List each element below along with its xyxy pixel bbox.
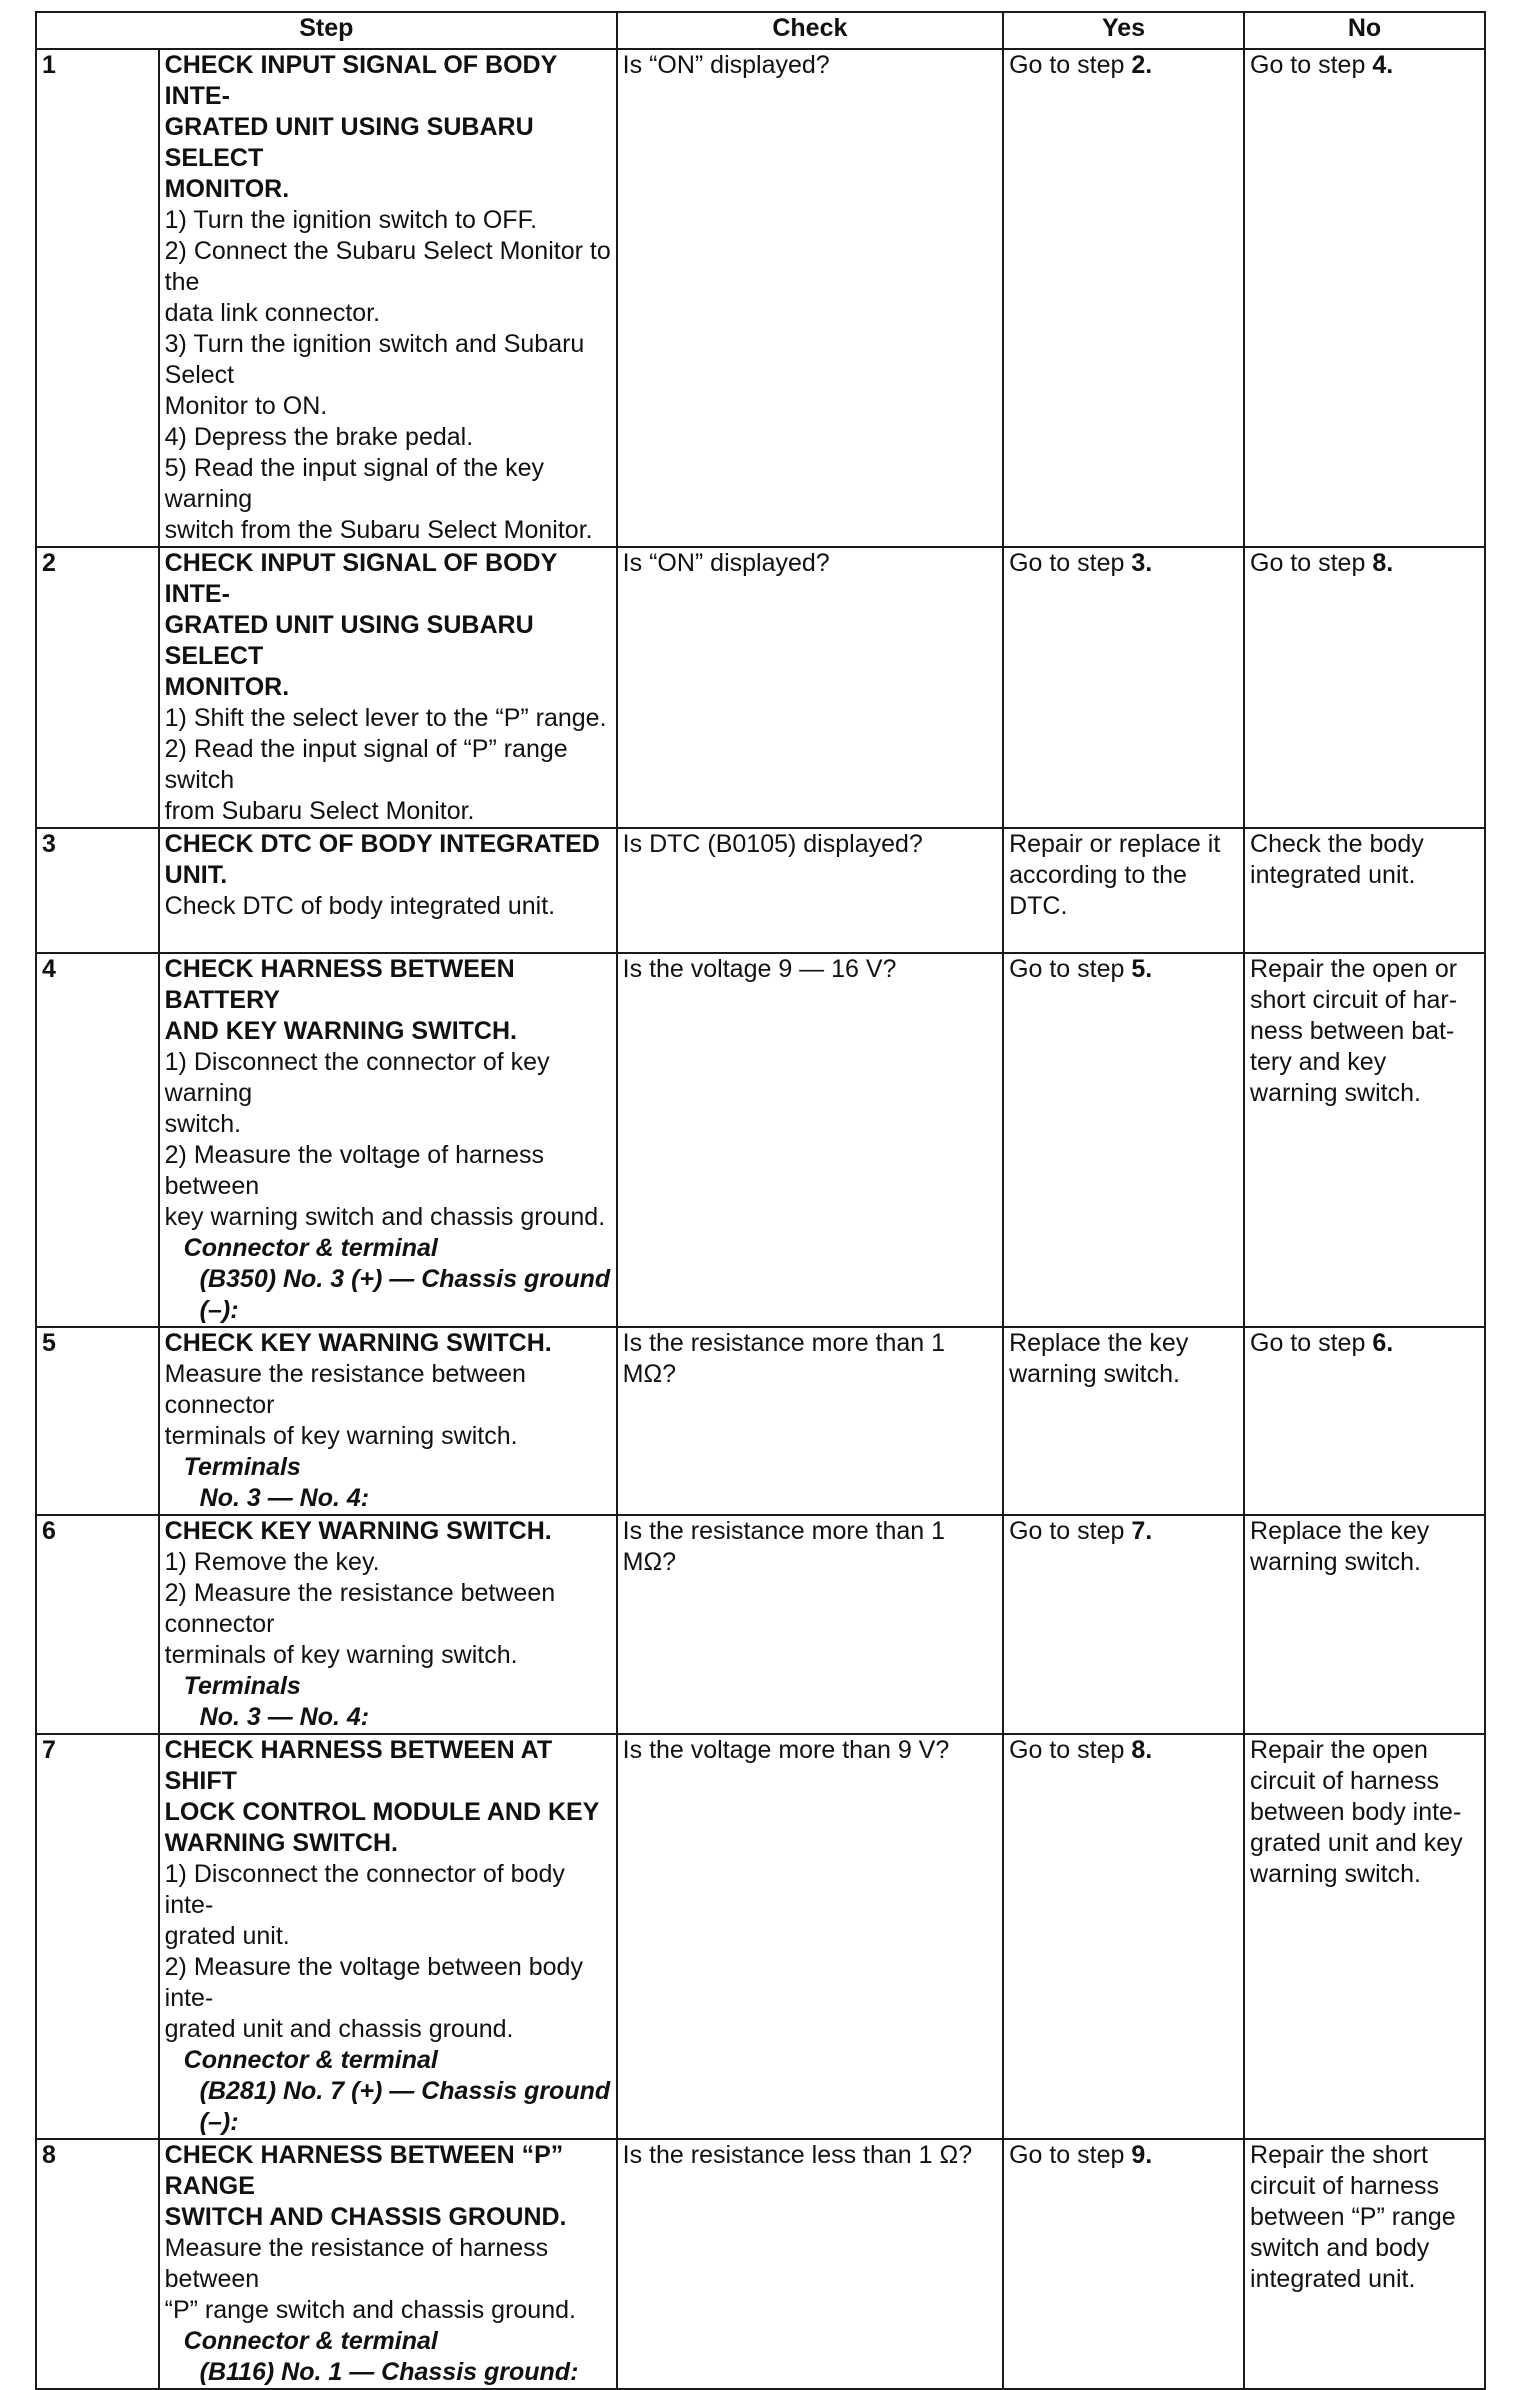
step-instruction-line: grated unit and chassis ground. (164, 2015, 514, 2043)
no-text-line: between “P” range (1250, 2203, 1456, 2231)
yes-goto (1009, 2140, 1239, 2171)
yes-goto (1009, 50, 1239, 81)
yes-text-line: warning switch. (1009, 1360, 1180, 1388)
step-instruction-line: 5) Read the input signal of the key warning (164, 454, 545, 513)
step-instruction-line: terminals of key warning switch. (164, 1422, 518, 1450)
step-instruction-line: 1) Remove the key. (164, 1548, 380, 1576)
step-description (159, 1327, 617, 1515)
check-cell (617, 547, 1003, 828)
step-instruction-line: “P” range switch and chassis ground. (164, 2296, 576, 2324)
yes-goto-step: 2 (1131, 51, 1146, 79)
step-instruction-line: switch. (164, 1110, 242, 1138)
table-row (36, 1734, 1485, 2139)
step-description (159, 2139, 617, 2389)
spec-value: (B116) No. 1 — Chassis ground: (199, 2358, 579, 2386)
check-text-line: Is the resistance more than 1 (622, 1329, 946, 1357)
table-row (36, 953, 1485, 1327)
step-instruction-line: Measure the resistance between connector (164, 1360, 526, 1419)
no-text-line: warning switch. (1250, 1548, 1421, 1576)
yes-goto-text: Go to step (1009, 2141, 1132, 2169)
header-check: Check (617, 12, 1003, 49)
header-step: Step (36, 12, 617, 49)
yes-cell (1003, 49, 1244, 547)
step-number: 3 (36, 828, 159, 953)
step-instruction-line: Check DTC of body integrated unit. (164, 892, 556, 920)
no-cell (1244, 828, 1485, 953)
no-text-line: circuit of harness (1250, 2172, 1439, 2200)
check-text-line: Is the resistance more than 1 (622, 1517, 946, 1545)
step-number: 1 (36, 49, 159, 547)
no-text-line: Replace the key (1250, 1517, 1430, 1545)
step-instruction-line: grated unit. (164, 1922, 290, 1950)
no-text-line: Repair the open or (1250, 955, 1458, 983)
step-title-line: CHECK DTC OF BODY INTEGRATED UNIT. (164, 830, 600, 889)
no-text-line: Check the body (1250, 830, 1424, 858)
yes-cell (1003, 1734, 1244, 2139)
spec-heading: Terminals (183, 1672, 301, 1700)
spec-value: (B281) No. 7 (+) — Chassis ground (–): (199, 2077, 611, 2136)
no-goto (1250, 1328, 1480, 1359)
step-description (159, 953, 617, 1327)
yes-goto (1009, 1516, 1239, 1547)
step-instruction-line: 1) Turn the ignition switch to OFF. (164, 206, 538, 234)
yes-cell (1003, 1327, 1244, 1515)
step-title-line: WARNING SWITCH. (164, 1829, 398, 1857)
yes-goto (1009, 954, 1239, 985)
check-text-line: MΩ? (622, 1548, 677, 1576)
step-instruction-line: data link connector. (164, 299, 381, 327)
table-row (36, 547, 1485, 828)
check-cell (617, 2139, 1003, 2389)
no-goto-step: 4 (1372, 51, 1387, 79)
step-number: 6 (36, 1515, 159, 1734)
check-text-line: Is the resistance less than 1 Ω? (622, 2141, 973, 2169)
step-instruction-line: Measure the resistance of harness between (164, 2234, 549, 2293)
no-text-line: short circuit of har- (1250, 986, 1458, 1014)
no-text-line: integrated unit. (1250, 861, 1416, 889)
step-instruction-line: Monitor to ON. (164, 392, 328, 420)
yes-goto-text: Go to step (1009, 549, 1132, 577)
no-goto-text: Go to step (1250, 51, 1373, 79)
yes-goto-end: . (1145, 2141, 1153, 2169)
no-cell (1244, 953, 1485, 1327)
check-cell (617, 49, 1003, 547)
yes-goto-text: Go to step (1009, 51, 1132, 79)
no-text-line: circuit of harness (1250, 1767, 1439, 1795)
no-text-line: Repair the open (1250, 1736, 1428, 1764)
yes-text-line: Repair or replace it (1009, 830, 1221, 858)
step-instruction-line: terminals of key warning switch. (164, 1641, 518, 1669)
no-cell (1244, 49, 1485, 547)
step-instruction-line: 2) Connect the Subaru Select Monitor to the (164, 237, 611, 296)
check-text-line: Is the voltage more than 9 V? (622, 1736, 950, 1764)
step-title-line: CHECK KEY WARNING SWITCH. (164, 1329, 552, 1357)
no-goto (1250, 50, 1480, 81)
no-goto-step: 8 (1372, 549, 1387, 577)
no-text-line: tery and key (1250, 1048, 1387, 1076)
yes-cell (1003, 828, 1244, 953)
no-text-line: warning switch. (1250, 1079, 1421, 1107)
yes-goto-step: 8 (1131, 1736, 1146, 1764)
step-title-line: GRATED UNIT USING SUBARU SELECT (164, 611, 534, 670)
check-cell (617, 953, 1003, 1327)
check-cell (617, 1734, 1003, 2139)
no-cell (1244, 1515, 1485, 1734)
check-cell (617, 828, 1003, 953)
no-cell (1244, 2139, 1485, 2389)
yes-goto-text: Go to step (1009, 1517, 1132, 1545)
diagnostic-table (35, 11, 1486, 2390)
step-instruction-line: 4) Depress the brake pedal. (164, 423, 474, 451)
check-text-line: MΩ? (622, 1360, 677, 1388)
step-title-line: LOCK CONTROL MODULE AND KEY (164, 1798, 600, 1826)
no-goto-end: . (1386, 51, 1394, 79)
header-no: No (1244, 12, 1485, 49)
step-instruction-line: 2) Measure the voltage of harness between (164, 1141, 545, 1200)
yes-cell (1003, 547, 1244, 828)
no-cell (1244, 547, 1485, 828)
spec-heading: Connector & terminal (183, 1234, 438, 1262)
header-row (36, 12, 1485, 49)
step-description (159, 547, 617, 828)
yes-goto-end: . (1145, 549, 1153, 577)
yes-text-line: DTC. (1009, 892, 1068, 920)
step-description (159, 1734, 617, 2139)
yes-goto-text: Go to step (1009, 955, 1132, 983)
yes-cell (1003, 2139, 1244, 2389)
spec-heading: Connector & terminal (183, 2327, 438, 2355)
step-title-line: GRATED UNIT USING SUBARU SELECT (164, 113, 534, 172)
step-description (159, 1515, 617, 1734)
step-instruction-line: key warning switch and chassis ground. (164, 1203, 606, 1231)
yes-goto-step: 3 (1131, 549, 1146, 577)
step-number: 5 (36, 1327, 159, 1515)
spec-heading: Connector & terminal (183, 2046, 438, 2074)
spec-heading: Terminals (183, 1453, 301, 1481)
step-description (159, 828, 617, 953)
table-row (36, 49, 1485, 547)
no-text-line: between body inte- (1250, 1798, 1462, 1826)
step-instruction-line: 1) Shift the select lever to the “P” range. (164, 704, 607, 732)
no-text-line: switch and body (1250, 2234, 1430, 2262)
step-title-line: CHECK INPUT SIGNAL OF BODY INTE- (164, 51, 557, 110)
no-goto (1250, 548, 1480, 579)
step-number: 7 (36, 1734, 159, 2139)
step-instruction-line: 3) Turn the ignition switch and Subaru Select (164, 330, 585, 389)
step-number: 4 (36, 953, 159, 1327)
step-instruction-line: 1) Disconnect the connector of key warning (164, 1048, 550, 1107)
step-instruction-line: 2) Read the input signal of “P” range switch (164, 735, 568, 794)
step-title-line: CHECK HARNESS BETWEEN AT SHIFT (164, 1736, 553, 1795)
step-number: 8 (36, 2139, 159, 2389)
table-body (36, 49, 1485, 2389)
no-goto-text: Go to step (1250, 1329, 1373, 1357)
header-yes: Yes (1003, 12, 1244, 49)
table-row (36, 828, 1485, 953)
no-text-line: warning switch. (1250, 1860, 1421, 1888)
step-title-line: CHECK HARNESS BETWEEN “P” RANGE (164, 2141, 564, 2200)
yes-cell (1003, 953, 1244, 1327)
step-description (159, 49, 617, 547)
check-text-line: Is DTC (B0105) displayed? (622, 830, 923, 858)
step-title-line: AND KEY WARNING SWITCH. (164, 1017, 517, 1045)
step-title-line: MONITOR. (164, 673, 290, 701)
no-cell (1244, 1734, 1485, 2139)
step-instruction-line: 2) Measure the resistance between connector (164, 1579, 556, 1638)
step-number: 2 (36, 547, 159, 828)
no-text-line: grated unit and key (1250, 1829, 1463, 1857)
no-goto-text: Go to step (1250, 549, 1373, 577)
yes-goto-text: Go to step (1009, 1736, 1132, 1764)
yes-goto-end: . (1145, 1517, 1153, 1545)
step-title-line: SWITCH AND CHASSIS GROUND. (164, 2203, 567, 2231)
no-goto-end: . (1386, 549, 1394, 577)
step-title-line: CHECK INPUT SIGNAL OF BODY INTE- (164, 549, 557, 608)
spec-value: (B350) No. 3 (+) — Chassis ground (–): (199, 1265, 611, 1324)
no-goto-end: . (1386, 1329, 1394, 1357)
step-instruction-line: from Subaru Select Monitor. (164, 797, 475, 825)
yes-goto-end: . (1145, 955, 1153, 983)
no-goto-step: 6 (1372, 1329, 1387, 1357)
no-cell (1244, 1327, 1485, 1515)
table-row (36, 2139, 1485, 2389)
table-row (36, 1327, 1485, 1515)
step-instruction-line: 1) Disconnect the connector of body inte- (164, 1860, 565, 1919)
step-instruction-line: switch from the Subaru Select Monitor. (164, 516, 593, 544)
step-title-line: MONITOR. (164, 175, 290, 203)
no-text-line: Repair the short (1250, 2141, 1428, 2169)
step-title-line: CHECK HARNESS BETWEEN BATTERY (164, 955, 515, 1014)
check-text-line: Is “ON” displayed? (622, 549, 830, 577)
yes-goto-end: . (1145, 51, 1153, 79)
yes-goto (1009, 1735, 1239, 1766)
yes-text-line: Replace the key (1009, 1329, 1189, 1357)
yes-goto-step: 9 (1131, 2141, 1146, 2169)
check-cell (617, 1327, 1003, 1515)
yes-goto-step: 5 (1131, 955, 1146, 983)
spec-value: No. 3 — No. 4: (199, 1484, 370, 1512)
no-text-line: integrated unit. (1250, 2265, 1416, 2293)
yes-text-line: according to the (1009, 861, 1187, 889)
no-text-line: ness between bat- (1250, 1017, 1455, 1045)
table-row (36, 1515, 1485, 1734)
check-cell (617, 1515, 1003, 1734)
yes-cell (1003, 1515, 1244, 1734)
yes-goto (1009, 548, 1239, 579)
step-title-line: CHECK KEY WARNING SWITCH. (164, 1517, 552, 1545)
spec-value: No. 3 — No. 4: (199, 1703, 370, 1731)
check-text-line: Is the voltage 9 — 16 V? (622, 955, 897, 983)
check-text-line: Is “ON” displayed? (622, 51, 830, 79)
yes-goto-step: 7 (1131, 1517, 1146, 1545)
yes-goto-end: . (1145, 1736, 1153, 1764)
step-instruction-line: 2) Measure the voltage between body inte- (164, 1953, 583, 2012)
